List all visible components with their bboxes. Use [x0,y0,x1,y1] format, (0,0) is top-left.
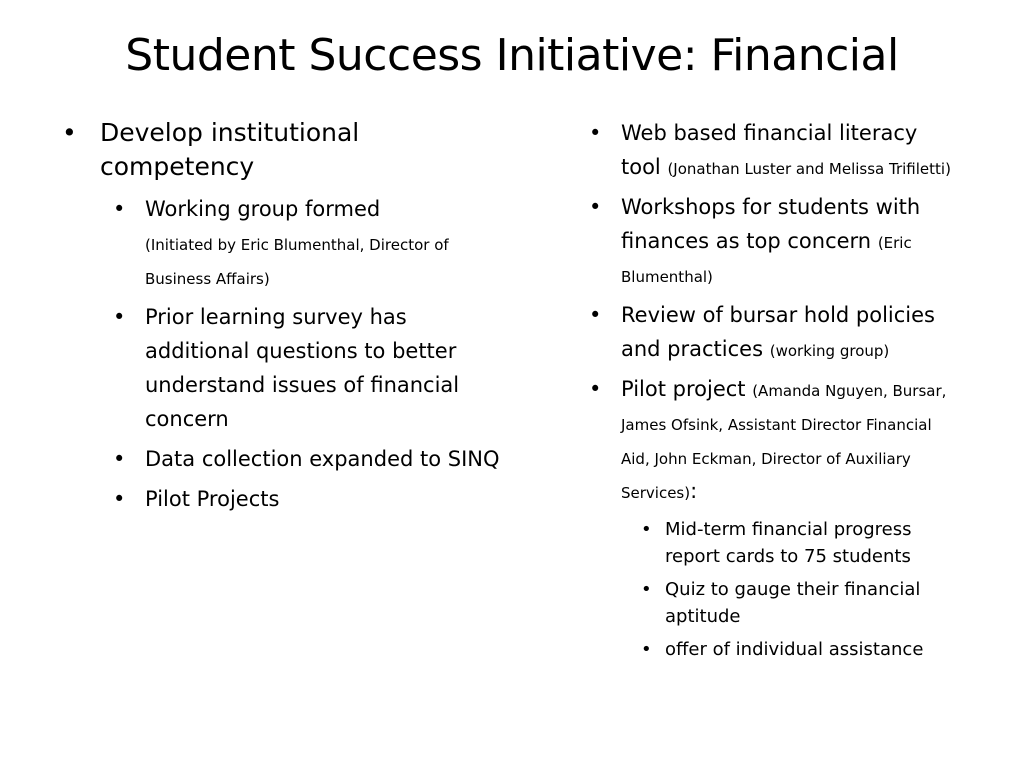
bullet-icon: • [589,377,602,401]
bullet-icon: • [589,303,602,327]
left-sub-text: Pilot Projects [145,487,280,511]
right-item [583,190,963,292]
bullet-icon: • [641,519,652,540]
right-item [583,372,963,663]
bullet-icon: • [62,118,77,147]
bullet-icon: • [113,305,126,329]
right-item-text: Workshops for students with finances as top concern [621,195,921,253]
left-sub-text: Prior learning survey has additional questions to better understand issues of financial concern [145,305,460,431]
right-sub-list [621,516,963,663]
slide-title: Student Success Initiative: Financial [125,30,899,81]
right-item [583,116,963,184]
bullet-icon: • [589,121,602,145]
right-item-text: Web based financial literacy tool [621,121,918,179]
left-sub-text: Working group formed [145,197,381,221]
bullet-icon: • [589,195,602,219]
right-sub-text: offer of individual assistance [665,639,924,660]
bullet-icon: • [113,197,126,221]
right-sub-item [621,516,963,570]
bullet-icon: • [641,639,652,660]
left-main-text: Develop institutional competency [100,118,360,181]
bullet-icon: • [641,579,652,600]
right-item-suffix: : [690,479,698,503]
right-sub-item [621,636,963,663]
left-sub-text: Data collection expanded to SINQ [145,447,500,471]
right-item [583,298,963,366]
left-sub-item [100,300,500,436]
right-column [583,116,963,669]
right-sub-item [621,576,963,630]
right-sub-text: Mid-term financial progress report cards to 75 students [665,519,912,567]
left-sub-item [100,482,500,516]
bullet-icon: • [113,447,126,471]
right-item-note: (Amanda Nguyen, Bursar, James Ofsink, Assistant Director Financial Aid, John Eckman, Director of Auxiliary Services) [621,382,947,502]
right-sub-text: Quiz to gauge their financial aptitude [665,579,921,627]
bullet-icon: • [113,487,126,511]
right-item-note: (Jonathan Luster and Melissa Trifiletti) [667,160,951,178]
left-sub-item [100,192,500,294]
left-sub-list [100,192,500,516]
left-sub-note: (Initiated by Eric Blumenthal, Director of Business Affairs) [145,236,449,288]
left-main-bullet [60,116,500,516]
right-item-note: (working group) [769,342,890,360]
right-item-text: Review of bursar hold policies and practices [621,303,935,361]
left-column [60,116,500,524]
left-sub-item [100,442,500,476]
right-item-text: Pilot project [621,377,746,401]
right-item-note: (Eric Blumenthal) [621,234,912,286]
